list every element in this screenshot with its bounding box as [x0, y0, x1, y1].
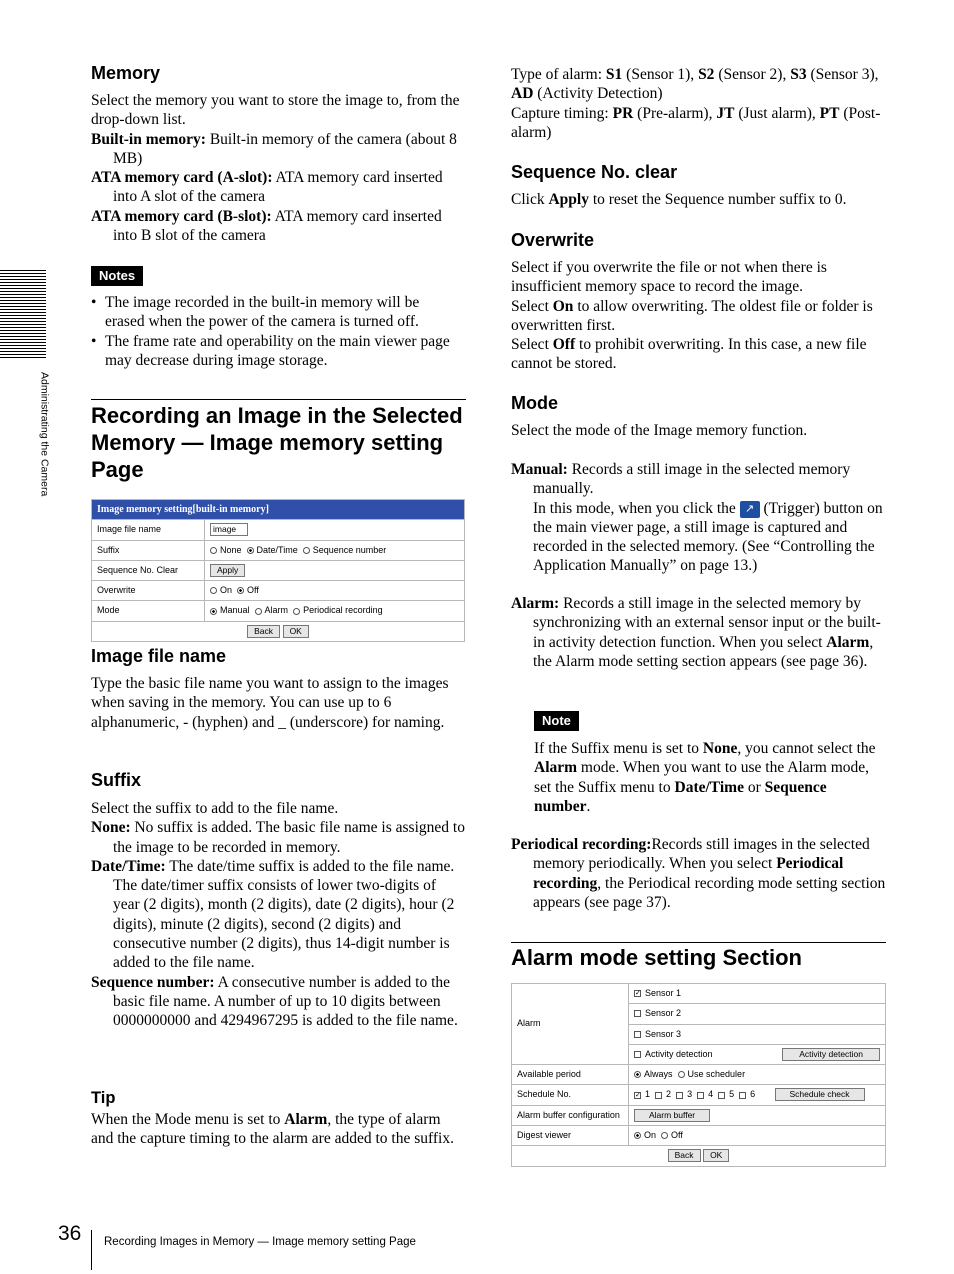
suffix-none: None: No suffix is added. The basic file name is assigned to the image to be recorded in memory.	[91, 819, 465, 856]
notes-badge: Notes	[91, 266, 143, 286]
schedule-check-button[interactable]: Schedule check	[775, 1088, 865, 1101]
schedule-6-checkbox[interactable]	[739, 1092, 746, 1099]
activity-checkbox[interactable]	[634, 1051, 641, 1058]
mode-alarm: Alarm: Records a still image in the selected memory by synchronizing with an external sensor input or the built-in activity detection function. When you select Alarm, the Alarm mode setting section appears (see page 36).	[511, 595, 881, 670]
overwrite-heading: Overwrite	[511, 230, 595, 250]
alarm-section-rule	[511, 942, 886, 943]
mode-periodical: Periodical recording:Records still images in the selected memory periodically. When you select Periodical recording, the Periodical recording mode setting section appears (see page 37).	[511, 836, 886, 911]
back-button[interactable]: Back	[247, 625, 280, 638]
notes-list	[91, 293, 461, 370]
alarm-mode-screenshot: Alarm ✓ Sensor 1 Sensor 2 Sensor 3 Activity detection Activity detection Available period Always Use scheduler Schedule No. ✓ 1 2 3 4 5 6 Schedule check Alarm buffer configuration Alarm buffer Digest viewer On Off Back OK	[511, 983, 886, 1167]
alarm-buffer-label: Alarm buffer configuration	[512, 1105, 629, 1125]
ok-button[interactable]: OK	[283, 625, 309, 638]
always-radio[interactable]	[634, 1071, 641, 1078]
note-text: If the Suffix menu is set to None, you cannot select the Alarm mode. When you want to use the Alarm mode, set the Suffix menu to Date/Time or Sequence number.	[534, 740, 876, 815]
image-file-name-heading: Image file name	[91, 646, 227, 666]
alarm-ok-button[interactable]: OK	[703, 1149, 729, 1162]
trigger-icon: ↗	[740, 501, 760, 518]
file-name-label: Image file name	[92, 520, 205, 540]
digest-viewer-label: Digest viewer	[512, 1126, 629, 1146]
file-name-input[interactable]: image	[210, 523, 248, 536]
overwrite-label: Overwrite	[92, 581, 205, 601]
sensor2-checkbox[interactable]	[634, 1010, 641, 1017]
overwrite-on-radio[interactable]	[210, 587, 217, 594]
digest-on-radio[interactable]	[634, 1132, 641, 1139]
image-memory-setting-screenshot: Image memory setting[built-in memory] Image file name image Suffix None Date/Time Sequence number Sequence No. Clear Apply Overwrite On Off Mode Manual Alarm Periodical recording Back OK	[91, 499, 465, 642]
activity-detection-button[interactable]: Activity detection	[782, 1048, 880, 1061]
tip-heading: Tip	[91, 1089, 116, 1107]
memory-item-b-slot: ATA memory card (B-slot): ATA memory card inserted into B slot of the camera	[91, 207, 442, 245]
suffix-sequence-radio[interactable]	[303, 547, 310, 554]
mode-manual-radio[interactable]	[210, 608, 217, 615]
memory-item-builtin: Built-in memory: Built-in memory of the camera (about 8 MB)	[91, 130, 457, 167]
page-number: 36	[58, 1222, 82, 1245]
mode-periodical-radio[interactable]	[293, 608, 300, 615]
seq-clear-text: Click Apply to reset the Sequence number suffix to 0.	[511, 191, 847, 208]
schedule-3-checkbox[interactable]	[676, 1092, 683, 1099]
mode-alarm-radio[interactable]	[255, 608, 262, 615]
mode-manual: Manual: Records a still image in the selected memory manually. In this mode, when you click the ↗ (Trigger) button on the main viewer page, a still image is captured and recorded in the selected memory. (See “Controlling the Application Manually” on page 13.)	[511, 461, 883, 575]
schedule-2-checkbox[interactable]	[655, 1092, 662, 1099]
suffix-label: Suffix	[92, 540, 205, 560]
section-title: Recording an Image in the Selected Memory — Image memory setting Page	[91, 403, 463, 482]
alarm-types-text: Type of alarm: S1 (Sensor 1), S2 (Sensor 2), S3 (Sensor 3), AD (Activity Detection) Capture timing: PR (Pre-alarm), JT (Just alarm), PT (Post-alarm)	[511, 66, 881, 141]
image-file-name-text: Type the basic file name you want to assign to the images when saving in the memory. You can use up to 6 alphanumeric, - (hyphen) and _ (underscore) for naming.	[91, 675, 449, 731]
suffix-datetime: Date/Time: The date/time suffix is added to the file name.	[91, 857, 455, 875]
schedule-4-checkbox[interactable]	[697, 1092, 704, 1099]
alarm-buffer-button[interactable]: Alarm buffer	[634, 1109, 710, 1122]
schedule-1-checkbox[interactable]: ✓	[635, 1091, 641, 1099]
alarm-back-button[interactable]: Back	[668, 1149, 701, 1162]
memory-item-a-slot: ATA memory card (A-slot): ATA memory card inserted into A slot of the camera	[91, 169, 443, 206]
memory-body	[91, 91, 466, 245]
sidebar-tab-lines	[0, 270, 46, 360]
suffix-intro: Select the suffix to add to the file name.	[91, 800, 339, 817]
screenshot-header: Image memory setting[built-in memory]	[92, 500, 465, 520]
seq-clear-heading: Sequence No. clear	[511, 162, 678, 182]
suffix-sequence: Sequence number: A consecutive number is added to the basic file name. A number of up to 10 digits between 0000000000 and 4294967295 is added to the file name.	[91, 973, 458, 1030]
alarm-section-title: Alarm mode setting Section	[511, 945, 802, 970]
suffix-none-radio[interactable]	[210, 547, 217, 554]
available-period-label: Available period	[512, 1065, 629, 1085]
schedule-no-label: Schedule No.	[512, 1085, 629, 1105]
memory-intro: Select the memory you want to store the image to, from the drop-down list.	[91, 92, 460, 129]
suffix-datetime-detail: The date/timer suffix consists of lower two-digits of year (2 digits), month (2 digits), date (2 digits), hour (2 digits), minute (2 digits), second (2 digits) and consecutive number (2 digits), thus 14-digit number is added to the file name.	[113, 877, 455, 972]
schedule-5-checkbox[interactable]	[718, 1092, 725, 1099]
mode-label: Mode	[92, 601, 205, 621]
mode-heading: Mode	[511, 393, 558, 413]
digest-off-radio[interactable]	[661, 1132, 668, 1139]
use-scheduler-radio[interactable]	[678, 1071, 685, 1078]
overwrite-off-radio[interactable]	[237, 587, 244, 594]
mode-intro: Select the mode of the Image memory function.	[511, 422, 808, 439]
suffix-datetime-radio[interactable]	[247, 547, 254, 554]
apply-button[interactable]: Apply	[210, 564, 245, 577]
notes-item: • The frame rate and operability on the main viewer page may decrease during image storage.	[91, 332, 461, 371]
sensor3-checkbox[interactable]	[634, 1031, 641, 1038]
notes-item: • The image recorded in the built-in memory will be erased when the power of the camera is turned off.	[91, 293, 461, 332]
alarm-label: Alarm	[512, 984, 629, 1065]
note-badge: Note	[534, 711, 579, 731]
memory-heading: Memory	[91, 63, 161, 83]
seq-clear-label: Sequence No. Clear	[92, 560, 205, 580]
tip-text: When the Mode menu is set to Alarm, the type of alarm and the capture timing to the alarm are added to the suffix.	[91, 1111, 454, 1148]
suffix-body	[91, 799, 466, 1031]
section-rule	[91, 399, 466, 400]
overwrite-body: Select if you overwrite the file or not when there is insufficient memory space to record the image. Select On to allow overwriting. The oldest file or folder is overwritten first. Select Off to prohibit overwriting. In this case, a new file cannot be stored.	[511, 259, 873, 373]
footer-divider	[91, 1230, 92, 1270]
suffix-heading: Suffix	[91, 770, 142, 790]
sensor1-checkbox[interactable]: ✓	[635, 990, 641, 998]
sidebar-label: Administrating the Camera	[38, 372, 51, 497]
footer-title: Recording Images in Memory — Image memory setting Page	[104, 1236, 416, 1248]
